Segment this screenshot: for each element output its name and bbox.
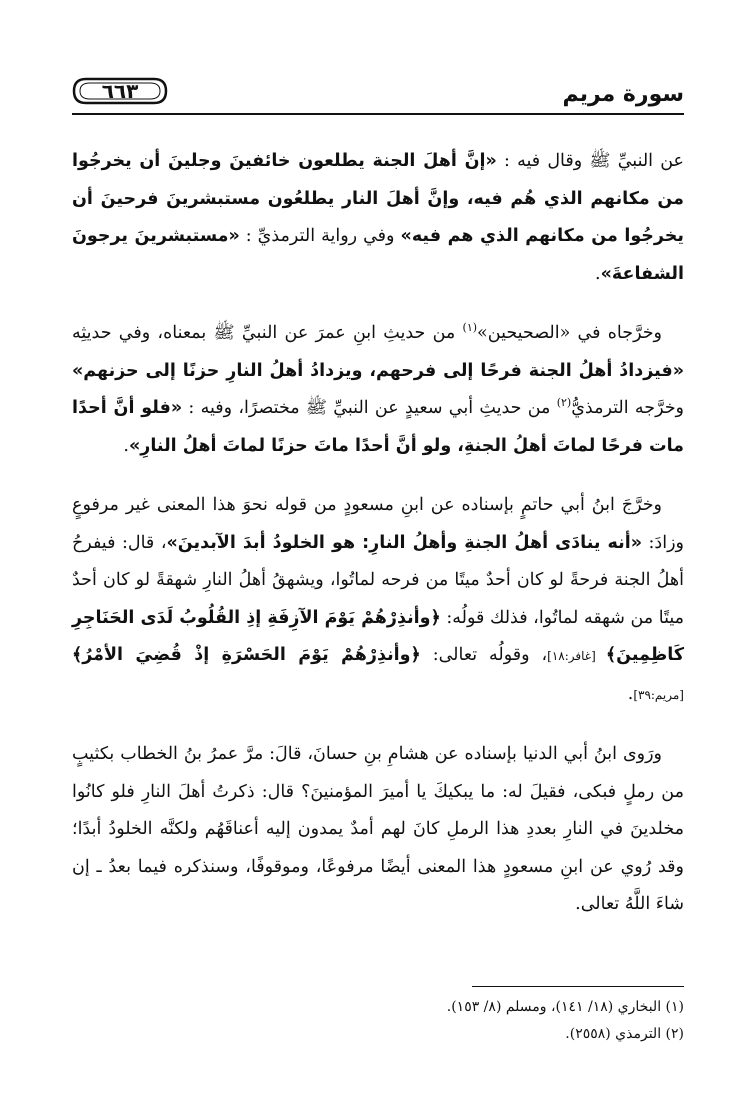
footnote-2: (٢) الترمذي (٢٥٥٨). [565, 1026, 684, 1042]
paragraph [72, 315, 684, 465]
footnote-rule [472, 986, 684, 987]
text-span: . [627, 683, 634, 704]
text-span: ، قال: فيفرحُ أهلُ الجنة فرحةً لو كان أحدٌ ميتًا من فرحه لماتُوا، ويشهقُ أهلُ النارِ شهقةً لو كان أحدٌ ميتًا من شهقه لماتُوا، فذلك قولُه: [72, 532, 684, 628]
verse-reference: [مريم:٣٩] [633, 687, 684, 702]
page-number: ٦٦٣ [101, 79, 139, 103]
header-rule [72, 113, 684, 115]
running-title: سورة مريم [562, 82, 684, 107]
text-span: عن النبيِّ ﷺ وقال فيه : [496, 151, 684, 171]
paragraph [72, 487, 684, 714]
verse-reference: [غافر:١٨] [547, 649, 606, 663]
quote-text: «فلو أنَّ أحدًا مات فرحًا لماتَ أهلُ الجنةِ، ولو أنَّ أحدًا ماتَ حزنًا لماتَ أهلُ النارِ» [72, 398, 684, 456]
quote-text: «مستبشرينَ يرجونَ الشفاعةَ» [72, 226, 684, 284]
text-span: وخرَّجاه في «الصحيحين» [477, 323, 662, 343]
text-span: . [595, 263, 601, 284]
body-text [72, 143, 684, 946]
footnotes [72, 994, 684, 1048]
quote-text: «إنَّ أهلَ الجنة يطلعون خائفينَ وجلينَ أن يخرجُوا من مكانهم الذي هُم فيه، وإنَّ أهلَ النار يطلعُون مستبشرينَ فرحينَ أن يخرجُوا من مكانهم الذي هم فيه» [72, 151, 684, 246]
paragraph [72, 143, 684, 293]
footnote-1: (١) البخاري (١٨/ ١٤١)، ومسلم (٨/ ١٥٣). [446, 999, 684, 1015]
quote-text: ﴿وأنذِرْهُمْ يَوْمَ الحَسْرَةِ إذْ قُضِيَ الأمْرُ﴾ [72, 645, 421, 665]
text-span: من حديثِ أبي سعيدٍ عن النبيِّ ﷺ مختصرًا، وفيه : [182, 398, 557, 418]
page-header [72, 76, 684, 116]
text-span: ورَوى ابنُ أبي الدنيا بإسناده عن هشامِ بنِ حسانَ، قالَ: مرَّ عمرُ بنُ الخطاب بكثيبٍ من رملٍ فبكى، فقيلَ له: ما يبكيكَ يا أميرَ المؤمنينَ؟ قال: ذكرتُ أهلَ النارِ فلو كانُوا مخلدينَ في النارِ بعددِ هذا الرملِ كانَ لهم أمدٌ يمدون إليه أعناقَهُم ولكنَّه الخلودُ أبدًا؛ وقد رُوي عن ابنِ مسعودٍ هذا المعنى أيضًا مرفوعًا، وموقوفًا، وسنذكره فيما بعدُ ـ إن شاءَ اللَّهُ تعالى. [72, 744, 684, 914]
quote-text: «فيزدادُ أهلُ الجنة فرحًا إلى فرحهم، ويزدادُ أهلُ النارِ حزنًا إلى حزنهم» [72, 360, 684, 381]
paragraph [72, 736, 684, 924]
quote-text: «أنه ينادَى أهلُ الجنةِ وأهلُ النارِ: هو الخلودُ أبدَ الآبدينَ» [166, 532, 642, 553]
text-span: وخرَّجه الترمذيُّ [571, 398, 685, 418]
text-span: وفي رواية الترمذيِّ : [239, 226, 401, 246]
footnote-marker: (٢) [556, 396, 572, 410]
text-span: . [123, 435, 129, 456]
quote-text: ﴿وأنذِرْهُمْ يَوْمَ الآزِفَةِ إذِ القُلُوبُ لَدَى الحَنَاجِرِ كَاظِمِينَ﴾ [72, 607, 685, 665]
text-span: ، وقولُه تعالى: [420, 645, 548, 665]
footnote-marker: (١) [462, 321, 478, 335]
text-span: من حديثِ ابنِ عمرَ عن النبيِّ ﷺ بمعناه، وفي حديثِه [72, 323, 463, 343]
page-number-ornament [72, 76, 168, 106]
text-span: وخرَّجَ ابنُ أبي حاتمٍ بإسناده عن ابنِ مسعودٍ من قوله نحوَ هذا المعنى غير مرفوعٍ وزادَ: [72, 495, 684, 553]
